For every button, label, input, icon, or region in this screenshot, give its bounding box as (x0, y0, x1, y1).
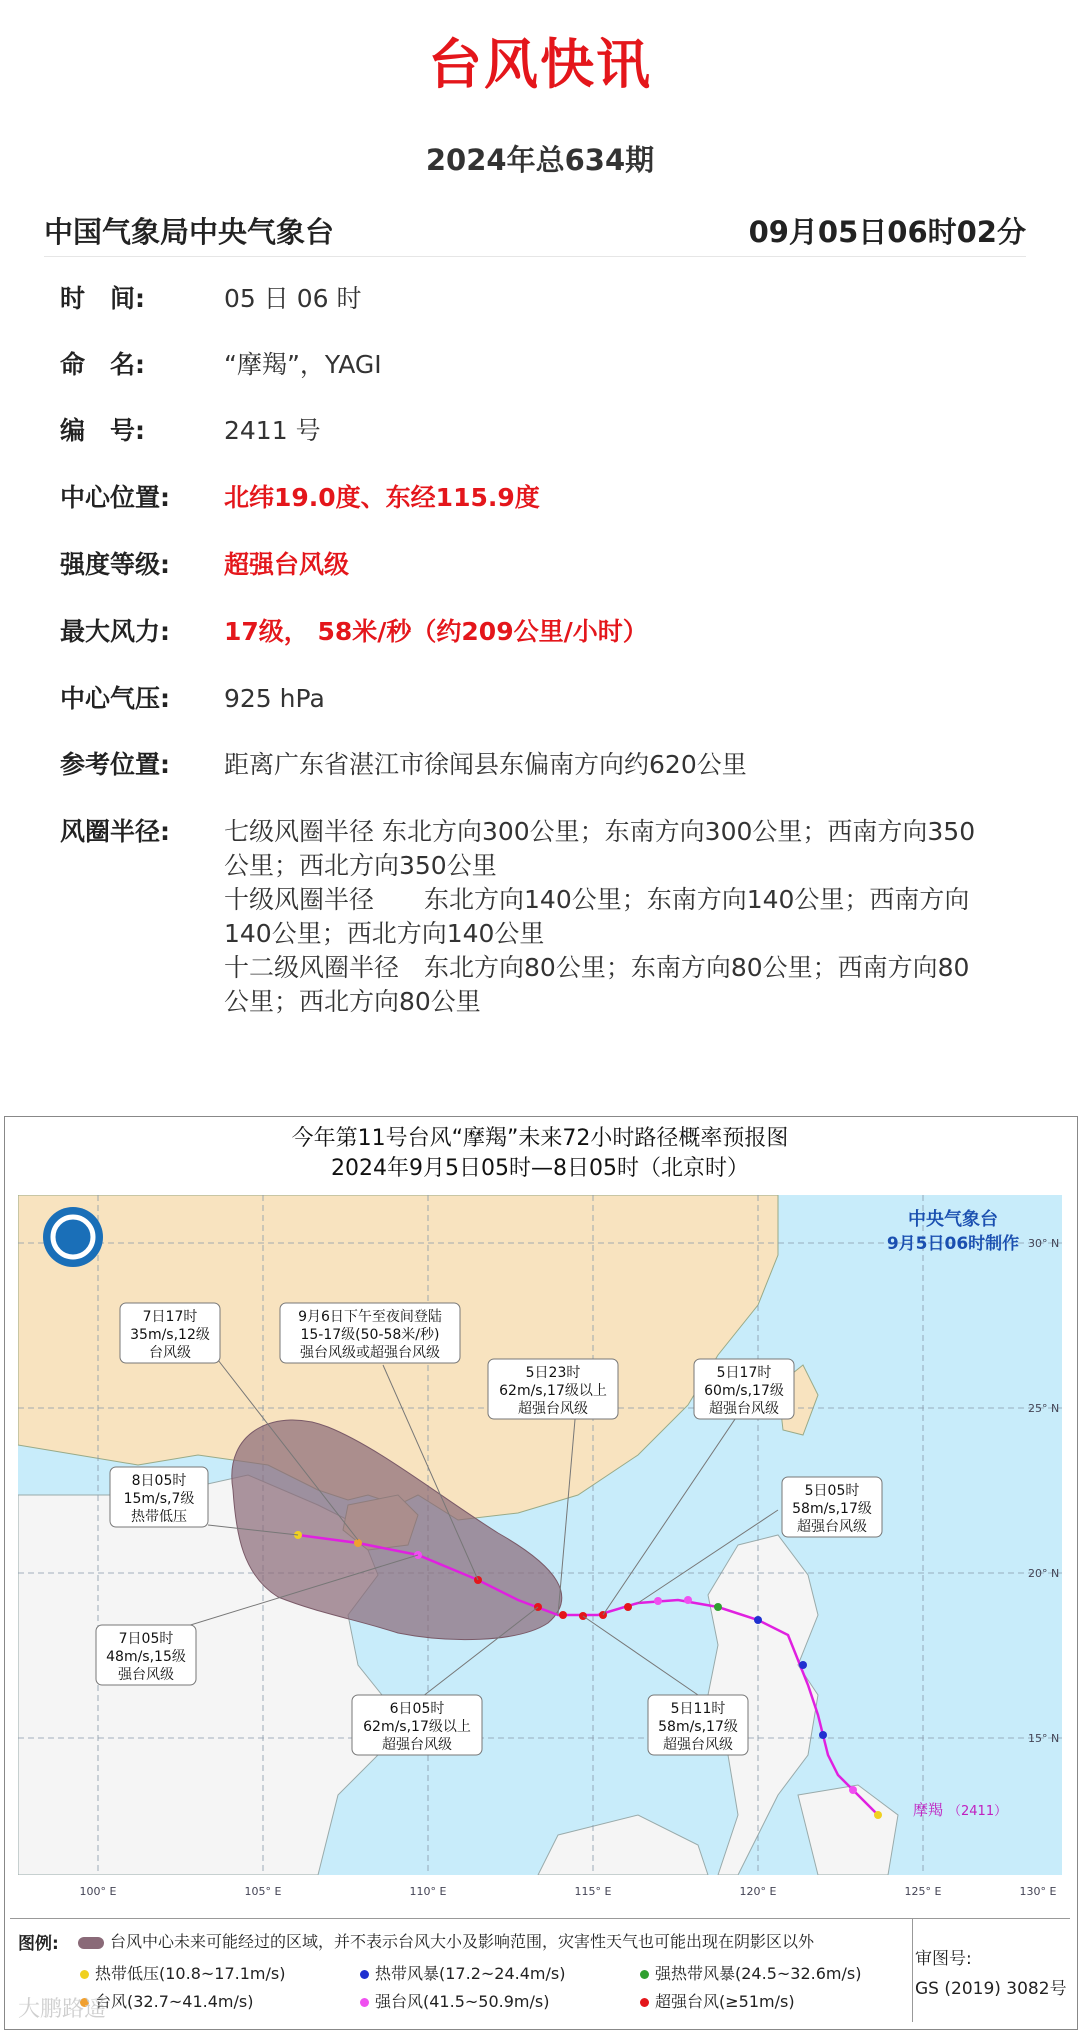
callout-line: 58m/s,17级 (792, 1501, 872, 1517)
callout-line: 9月6日下午至夜间登陆 (298, 1309, 442, 1325)
lon-label: 125° E (904, 1885, 942, 1898)
info-value: “摩羯”，YAGI (224, 350, 382, 379)
agency-name: 中国气象局中央气象台 (44, 215, 335, 249)
lon-label: 120° E (739, 1885, 777, 1898)
info-label: 中心位置: (60, 483, 170, 512)
approval-box (912, 1918, 1069, 2022)
info-value: 925 hPa (224, 684, 325, 713)
legend-item-ts (360, 1961, 565, 1984)
callout-line: 35m/s,12级 (130, 1327, 210, 1343)
cone-swatch-icon (78, 1937, 104, 1949)
callout-5d23 (488, 1359, 618, 1419)
page-title: 台风快讯 (428, 33, 652, 96)
track-point-ts (799, 1661, 807, 1669)
map-title-line2: 2024年9月5日05时—8日05时（北京时） (331, 1156, 749, 1181)
info-label: 强度等级: (60, 550, 170, 579)
wind-radius-line: 公里；西北方向80公里 (224, 987, 481, 1016)
callout-landfall (280, 1303, 460, 1363)
wind-radius-line: 140公里；西北方向140公里 (224, 919, 545, 948)
legend-item-label: 热带风暴(17.2~24.4m/s) (375, 1964, 566, 1983)
lon-label: 100° E (79, 1885, 117, 1898)
map-issuer: 中央气象台 (908, 1209, 998, 1230)
info-label: 最大风力: (60, 617, 170, 646)
watermark: 大鹏路遥 (18, 1997, 107, 2022)
callout-line: 6日05时 (389, 1701, 445, 1717)
legend-item-label: 强热带风暴(24.5~32.6m/s) (655, 1964, 862, 1983)
info-label: 时 间: (60, 284, 145, 313)
sts-dot-icon (640, 1970, 649, 1979)
track-point-sty (684, 1596, 692, 1604)
callout-7d17 (120, 1303, 220, 1363)
wind-radius-line: 十级风圈半径 东北方向140公里；东南方向140公里；西南方向 (224, 885, 970, 914)
callout-line: 15-17级(50-58米/秒) (300, 1327, 440, 1343)
callout-5d17 (694, 1359, 794, 1419)
callout-line: 热带低压 (131, 1509, 187, 1525)
callout-line: 超强台风级 (382, 1737, 452, 1753)
track-point-super (624, 1603, 632, 1611)
callout-line: 超强台风级 (709, 1401, 779, 1417)
track-point-ts (819, 1731, 827, 1739)
callout-7d05 (96, 1625, 196, 1685)
ts-dot-icon (360, 1970, 369, 1979)
legend-item-label: 强台风(41.5~50.9m/s) (375, 1992, 550, 2011)
callout-6d05 (352, 1695, 482, 1755)
legend-item-label: 超强台风(≥51m/s) (655, 1992, 795, 2011)
sty-dot-icon (360, 1998, 369, 2007)
callout-line: 15m/s,7级 (123, 1491, 195, 1507)
info-value: 超强台风级 (224, 550, 350, 579)
callout-line: 5日11时 (670, 1701, 726, 1717)
callout-line: 5日23时 (525, 1365, 581, 1381)
callout-line: 强台风级或超强台风级 (300, 1345, 440, 1361)
callout-5d05 (782, 1477, 882, 1537)
callout-line: 8日05时 (131, 1473, 187, 1489)
divider (44, 256, 1026, 257)
callout-line: 58m/s,17级 (658, 1719, 738, 1735)
info-label: 风圈半径: (60, 817, 170, 846)
info-label: 中心气压: (60, 684, 170, 713)
callout-line: 超强台风级 (797, 1519, 867, 1535)
typhoon-code-label: （2411） (948, 1804, 1008, 1819)
typhoon-name-label: 摩羯 (913, 1801, 944, 1819)
lon-label: 110° E (409, 1885, 447, 1898)
info-value: 17级， 58米/秒（约209公里/小时） (224, 617, 648, 646)
track-point-sty (654, 1597, 662, 1605)
lon-label: 115° E (574, 1885, 612, 1898)
map-title (0, 1124, 1080, 1184)
legend-item-ty (80, 1989, 253, 2012)
issue-number: 2024年总634期 (425, 143, 655, 177)
lat-label: 15° N (1028, 1732, 1060, 1745)
lat-label: 25° N (1028, 1402, 1060, 1415)
legend-item-sts (640, 1961, 861, 1984)
callout-line: 62m/s,17级以上 (499, 1383, 607, 1399)
track-point-super (559, 1611, 567, 1619)
info-label: 编 号: (60, 416, 145, 445)
legend-item-label: 热带低压(10.8~17.1m/s) (95, 1964, 286, 1983)
wind-radius-line: 十二级风圈半径 东北方向80公里；东南方向80公里；西南方向80 (224, 953, 970, 982)
legend-title: 图例: (18, 1934, 59, 1954)
forecast-map (18, 1195, 1062, 1913)
map-legend (10, 1918, 1070, 2023)
info-value: 2411 号 (224, 416, 321, 445)
lat-label: 30° N (1028, 1237, 1060, 1250)
map-made-at: 9月5日06时制作 (886, 1234, 1020, 1254)
legend-cone-desc: 台风中心未来可能经过的区域，并不表示台风大小及影响范围，灾害性天气也可能出现在阴影区以外 (110, 1932, 815, 1951)
callout-line: 强台风级 (118, 1667, 174, 1683)
td-dot-icon (80, 1970, 89, 1979)
legend-item-sty (360, 1989, 549, 2012)
legend-item-label: 台风(32.7~41.4m/s) (95, 1992, 254, 2011)
super-dot-icon (640, 1998, 649, 2007)
track-point-ts (754, 1616, 762, 1624)
callout-line: 台风级 (149, 1345, 191, 1361)
info-label: 参考位置: (60, 750, 170, 779)
callout-line: 5日05时 (804, 1483, 860, 1499)
lat-label: 20° N (1028, 1567, 1060, 1580)
legend-cone-item (78, 1929, 814, 1952)
track-point-ty (354, 1539, 362, 1547)
callout-line: 7日17时 (142, 1309, 198, 1325)
track-point-sts (714, 1603, 722, 1611)
callout-8d05 (110, 1467, 208, 1527)
lon-label: 130° E (1019, 1885, 1057, 1898)
info-label: 命 名: (60, 350, 145, 379)
callout-line: 7日05时 (118, 1631, 174, 1647)
approval-label: 审图号: (915, 1949, 972, 1969)
callout-line: 62m/s,17级以上 (363, 1719, 471, 1735)
info-value: 05 日 06 时 (224, 284, 362, 313)
callout-line: 超强台风级 (663, 1737, 733, 1753)
track-point-td (874, 1811, 882, 1819)
issued-time: 09月05日06时02分 (748, 215, 1026, 249)
lon-labels (80, 1885, 1057, 1898)
callout-line: 5日17时 (716, 1365, 772, 1381)
map-title-line1: 今年第11号台风“摩羯”未来72小时路径概率预报图 (291, 1126, 789, 1151)
callout-line: 60m/s,17级 (704, 1383, 784, 1399)
lon-label: 105° E (244, 1885, 282, 1898)
approval-number: GS (2019) 3082号 (915, 1979, 1067, 1999)
track-point-sty (849, 1786, 857, 1794)
info-value: 距离广东省湛江市徐闻县东偏南方向约620公里 (224, 750, 747, 779)
wind-radius-line: 公里；西北方向350公里 (224, 851, 497, 880)
legend-item-super (640, 1989, 795, 2012)
callout-5d11 (648, 1695, 748, 1755)
info-value: 北纬19.0度、东经115.9度 (224, 483, 540, 512)
legend-item-td (80, 1961, 285, 1984)
callout-line: 48m/s,15级 (106, 1649, 186, 1665)
wind-radius-line: 七级风圈半径 东北方向300公里；东南方向300公里；西南方向350 (224, 817, 976, 846)
callout-line: 超强台风级 (518, 1401, 588, 1417)
